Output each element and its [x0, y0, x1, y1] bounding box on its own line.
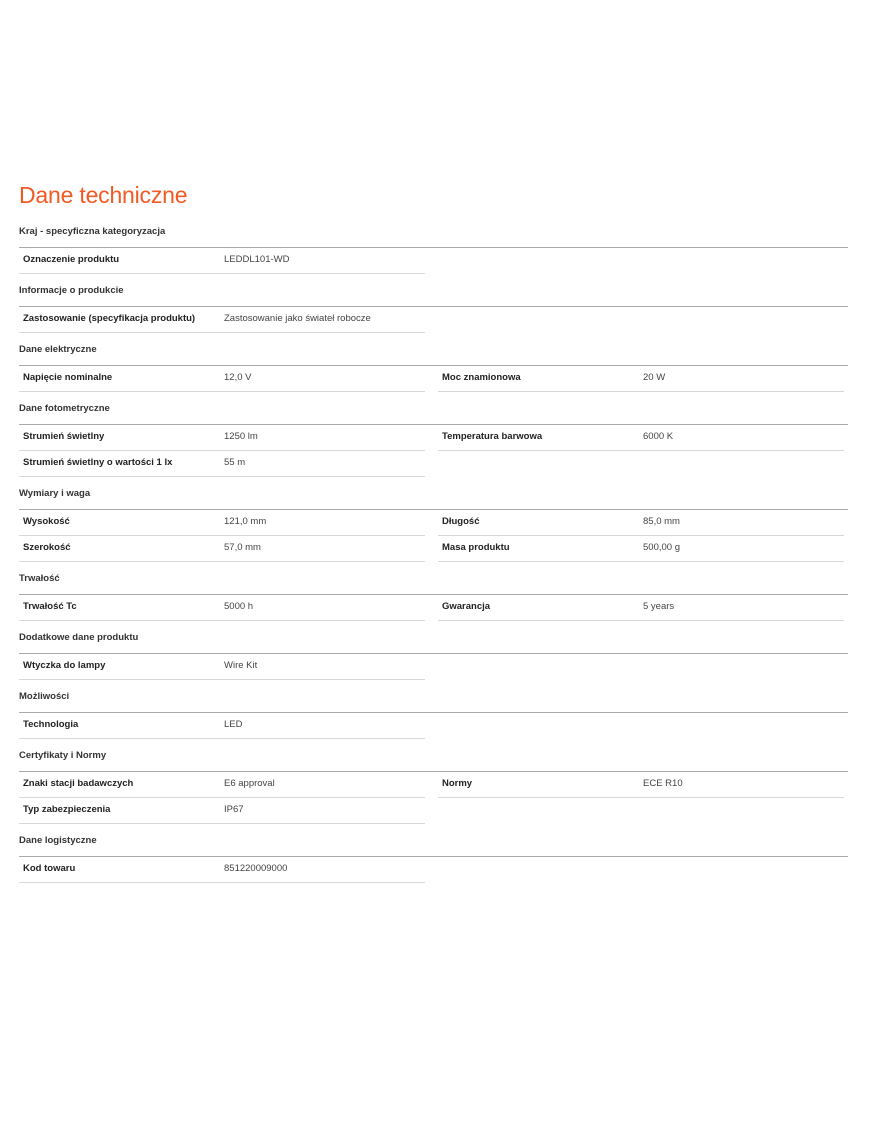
row-divider [438, 620, 844, 621]
row-divider [19, 620, 425, 621]
spec-label: Trwałość Tc [23, 601, 77, 612]
spec-label: Typ zabezpieczenia [23, 804, 111, 815]
spec-value: LED [224, 719, 243, 730]
spec-label: Oznaczenie produktu [23, 254, 120, 265]
spec-value: 5000 h [224, 601, 254, 612]
spec-value: Zastosowanie jako świateł robocze [224, 313, 371, 324]
row-divider [19, 823, 425, 824]
spec-row [19, 510, 848, 536]
spec-value: 500,00 g [643, 542, 680, 553]
spec-table [19, 220, 848, 888]
page-title: Dane techniczne [19, 182, 188, 208]
section-heading: Informacje o produkcie [19, 279, 848, 307]
spec-label: Kod towaru [23, 863, 76, 874]
spec-label: Napięcie nominalne [23, 372, 113, 383]
spec-row [19, 536, 848, 562]
spec-row [19, 654, 848, 680]
section-heading: Dane logistyczne [19, 829, 848, 857]
row-divider [19, 738, 425, 739]
spec-value: 57,0 mm [224, 542, 261, 553]
spec-row [19, 451, 848, 477]
spec-value: 85,0 mm [643, 516, 680, 527]
spec-value: 55 m [224, 457, 246, 468]
section-heading: Kraj - specyficzna kategoryzacja [19, 220, 848, 248]
section-heading: Trwałość [19, 567, 848, 595]
spec-label: Normy [442, 778, 473, 789]
spec-row [19, 798, 848, 824]
row-divider [438, 561, 844, 562]
spec-value: 20 W [643, 372, 666, 383]
spec-row [19, 857, 848, 883]
spec-value: ECE R10 [643, 778, 683, 789]
spec-value: IP67 [224, 804, 244, 815]
section-heading: Certyfikaty i Normy [19, 744, 848, 772]
section-heading: Dane fotometryczne [19, 397, 848, 425]
spec-value: 5 years [643, 601, 675, 612]
spec-row [19, 595, 848, 621]
spec-row [19, 772, 848, 798]
spec-value: Wire Kit [224, 660, 258, 671]
row-divider [19, 391, 425, 392]
spec-row [19, 366, 848, 392]
spec-label: Długość [442, 516, 480, 527]
row-divider [438, 391, 844, 392]
row-divider [19, 679, 425, 680]
row-divider [19, 273, 425, 274]
spec-value: 121,0 mm [224, 516, 267, 527]
spec-value: 851220009000 [224, 863, 288, 874]
spec-label: Strumień świetlny o wartości 1 lx [23, 457, 173, 468]
section-heading: Wymiary i waga [19, 482, 848, 510]
spec-row [19, 307, 848, 333]
spec-label: Zastosowanie (specyfikacja produktu) [23, 313, 196, 324]
section-heading: Możliwości [19, 685, 848, 713]
spec-value: E6 approval [224, 778, 275, 789]
spec-row [19, 713, 848, 739]
spec-label: Gwarancja [442, 601, 491, 612]
spec-label: Masa produktu [442, 542, 510, 553]
row-divider [19, 561, 425, 562]
spec-label: Technologia [23, 719, 79, 730]
spec-label: Szerokość [23, 542, 71, 553]
row-divider [19, 332, 425, 333]
spec-label: Temperatura barwowa [442, 431, 543, 442]
spec-label: Wysokość [23, 516, 70, 527]
spec-row [19, 248, 848, 274]
section-heading: Dodatkowe dane produktu [19, 626, 848, 654]
spec-label: Strumień świetlny [23, 431, 105, 442]
spec-label: Wtyczka do lampy [23, 660, 106, 671]
section-heading: Dane elektryczne [19, 338, 848, 366]
spec-value: 6000 K [643, 431, 674, 442]
spec-value: 1250 lm [224, 431, 258, 442]
spec-row [19, 425, 848, 451]
row-divider [19, 476, 425, 477]
spec-label: Moc znamionowa [442, 372, 521, 383]
spec-value: LEDDL101-WD [224, 254, 290, 265]
spec-value: 12,0 V [224, 372, 252, 383]
row-divider [19, 882, 425, 883]
spec-label: Znaki stacji badawczych [23, 778, 134, 789]
